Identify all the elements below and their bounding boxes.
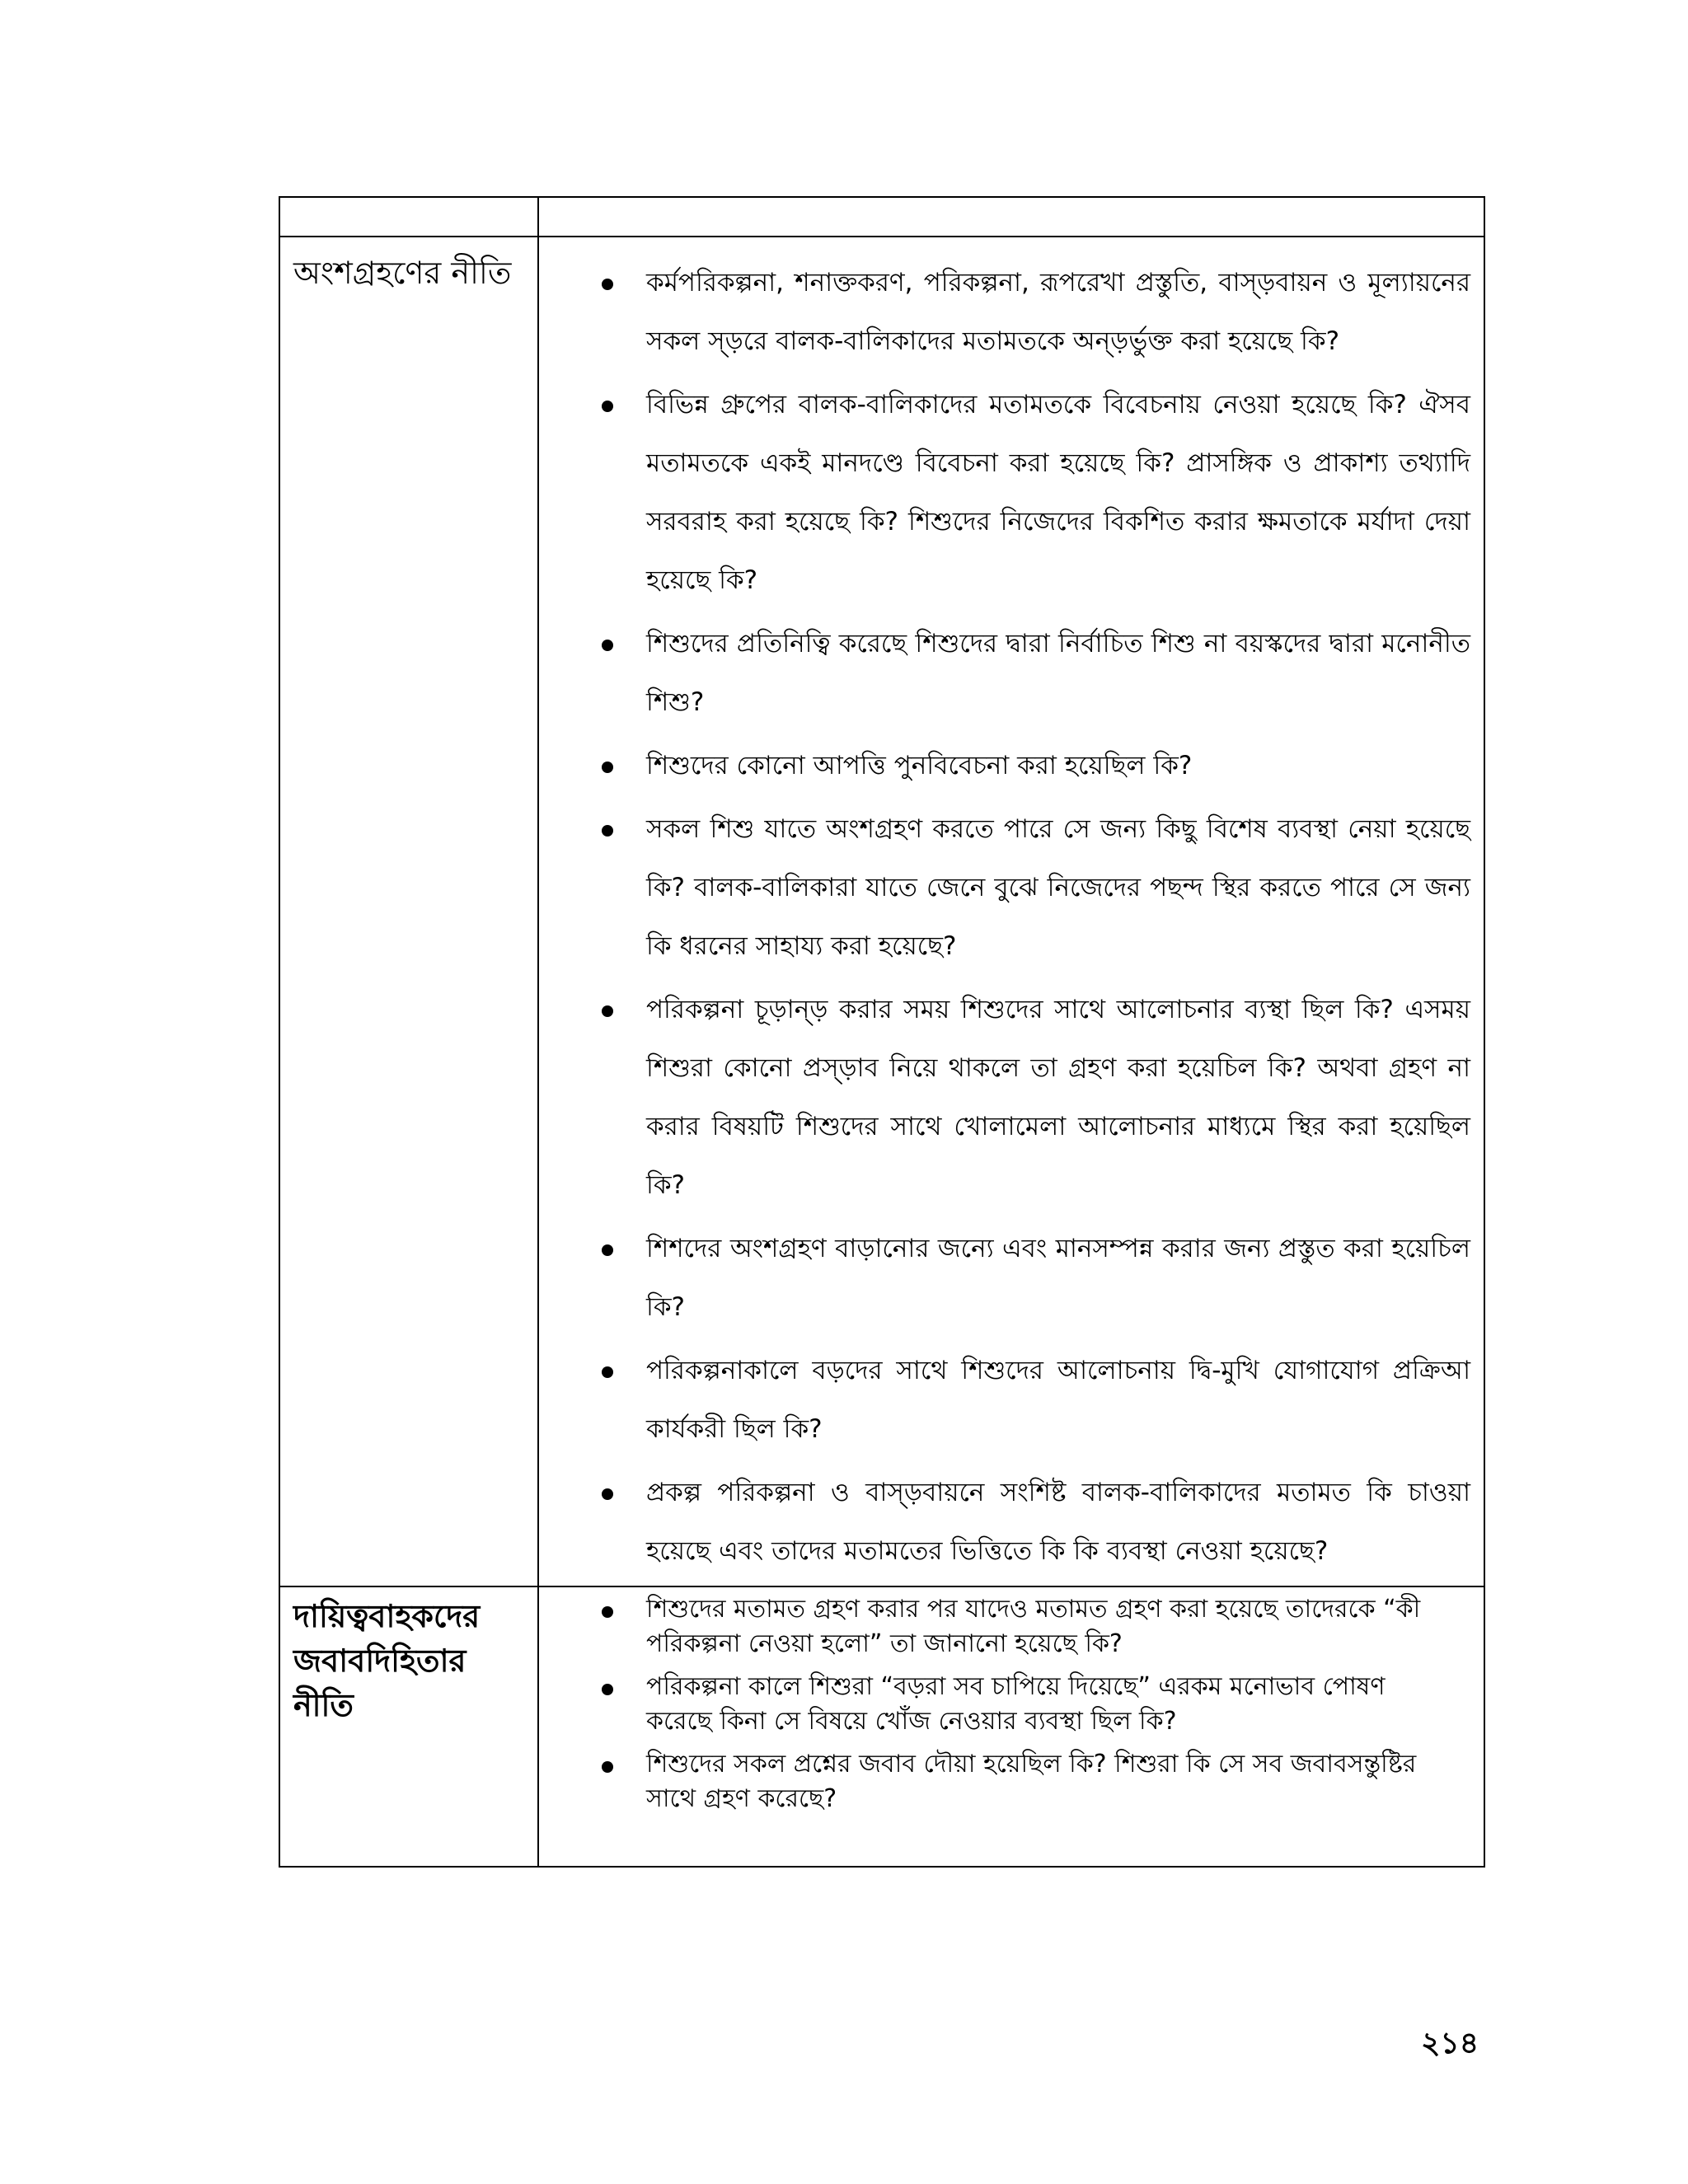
- question-list: [539, 237, 1484, 1581]
- question-item: [646, 1670, 1451, 1739]
- bullet-icon: [602, 1761, 613, 1773]
- question-text: বিভিন্ন গ্রুপের বালক-বালিকাদের মতামতকে বিবেচনায় নেওয়া হয়েছে কি? ঐসব মতামতকে একই মানদণ্ডে বিবেচনা করা হয়েছে কি? প্রাসঙ্গিক ও প্রাকাশ্য তথ্যাদি সরবরাহ করা হয়েছে কি? শিশুদের নিজেদের বিকশিত করার ক্ষমতাকে মর্যাদা দেয়া হয়েছে কি?: [646, 390, 1470, 595]
- question-text: শিশুদের মতামত গ্রহণ করার পর যাদেও মতামত গ্রহণ করা হয়েছে তাদেরকে “কী পরিকল্পনা নেওয়া হলো” তা জানানো হয়েছে কি?: [646, 1595, 1421, 1658]
- question-item: [646, 800, 1470, 976]
- principle-label-cell: [279, 1586, 538, 1867]
- question-item: [646, 737, 1470, 795]
- question-item: [646, 376, 1470, 610]
- question-text: শিশুদের কোনো আপত্তি পুনবিবেচনা করা হয়েছিল কি?: [646, 751, 1193, 780]
- question-list: [539, 1587, 1484, 1816]
- principle-questions-cell: [538, 237, 1484, 1586]
- question-text: পরিকল্পনা চূড়ান্ড় করার সময় শিশুদের সাথে আলোচনার ব্যস্থা ছিল কি? এসময় শিশুরা কোনো প্রস্ড়াব নিয়ে থাকলে তা গ্রহণ করা হয়েচিল কি? অথবা গ্রহণ না করার বিষয়টি শিশুদের সাথে খোলামেলা আলোচনার মাধ্যমে স্থির করা হয়েছিল কি?: [646, 995, 1470, 1200]
- question-text: সকল শিশু যাতে অংশগ্রহণ করতে পারে সে জন্য কিছু বিশেষ ব্যবস্থা নেয়া হয়েছে কি? বালক-বালিকারা যাতে জেনে বুঝে নিজেদের পছন্দ স্থির করতে পারে সে জন্য কি ধরনের সাহায্য করা হয়েছে?: [646, 814, 1470, 961]
- question-text: শিশুদের সকল প্রশ্নের জবাব দৌয়া হয়েছিল কি? শিশুরা কি সে সব জবাবসন্তুষ্টির সাথে গ্রহণ করেছে?: [646, 1750, 1417, 1813]
- question-item: [646, 615, 1470, 732]
- principle-questions-cell: [538, 1586, 1484, 1867]
- bullet-icon: [602, 1606, 613, 1618]
- question-item: [646, 981, 1470, 1215]
- bullet-icon: [602, 401, 613, 412]
- bullet-icon: [602, 1244, 613, 1256]
- principle-label-participation: অংশগ্রহণের নীতি: [293, 255, 512, 291]
- question-text: শিশুদের প্রতিনিত্বি করেছে শিশুদের দ্বারা নির্বাচিত শিশু না বয়স্কদের দ্বারা মনোনীত শিশু?: [646, 629, 1470, 717]
- question-item: [646, 1220, 1470, 1337]
- bullet-icon: [602, 640, 613, 651]
- principles-table: [279, 196, 1485, 1868]
- bullet-icon: [602, 1366, 613, 1378]
- question-text: পরিকল্পনাকালে বড়দের সাথে শিশুদের আলোচনায় দ্বি-মুখি যোগাযোগ প্রক্রিআ কার্যকরী ছিল কি?: [646, 1356, 1470, 1444]
- question-item: [646, 254, 1470, 371]
- question-text: পরিকল্পনা কালে শিশুরা “বড়রা সব চাপিয়ে দিয়েছে” এরকম মনোভাব পোষণ করেছে কিনা সে বিষয়ে খোঁজ নেওয়ার ব্যবস্থা ছিল কি?: [646, 1672, 1386, 1736]
- table-row-participation: [279, 237, 1484, 1586]
- question-item: [646, 1342, 1470, 1459]
- page-number: ২১৪: [1421, 2027, 1479, 2060]
- table-header-row: [279, 197, 1484, 237]
- bullet-icon: [602, 1684, 613, 1695]
- question-text: প্রকল্প পরিকল্পনা ও বাস্ড়বায়নে সংশিষ্ট বালক-বালিকাদের মতামত কি চাওয়া হয়েছে এবং তাদের মতামতের ভিত্তিতে কি কি ব্যবস্থা নেওয়া হয়েছে?: [646, 1478, 1470, 1566]
- table-row-accountability: [279, 1586, 1484, 1867]
- header-cell-right: [538, 197, 1484, 237]
- bullet-icon: [602, 1488, 613, 1500]
- principle-label-cell: [279, 237, 538, 1586]
- bullet-icon: [602, 1005, 613, 1017]
- header-cell-left: [279, 197, 538, 237]
- question-item: [646, 1592, 1451, 1661]
- bullet-icon: [602, 762, 613, 773]
- bullet-icon: [602, 279, 613, 290]
- question-item: [646, 1464, 1470, 1581]
- bullet-icon: [602, 825, 613, 837]
- question-text: শিশদের অংশগ্রহণ বাড়ানোর জন্যে এবং মানসম্পন্ন করার জন্য প্রস্তুত করা হয়েচিল কি?: [646, 1234, 1470, 1322]
- question-text: কর্মপরিকল্পনা, শনাক্তকরণ, পরিকল্পনা, রূপরেখা প্রস্তুতি, বাস্ড়বায়ন ও মূল্যায়নের সকল স্ড়রে বালক-বালিকাদের মতামতকে অন্ড়র্ভুক্ত করা হয়েছে কি?: [646, 268, 1470, 356]
- question-item: [646, 1747, 1451, 1816]
- principle-label-accountability: দায়িত্ববাহকদের জবাবদিহিতার নীতি: [293, 1598, 481, 1723]
